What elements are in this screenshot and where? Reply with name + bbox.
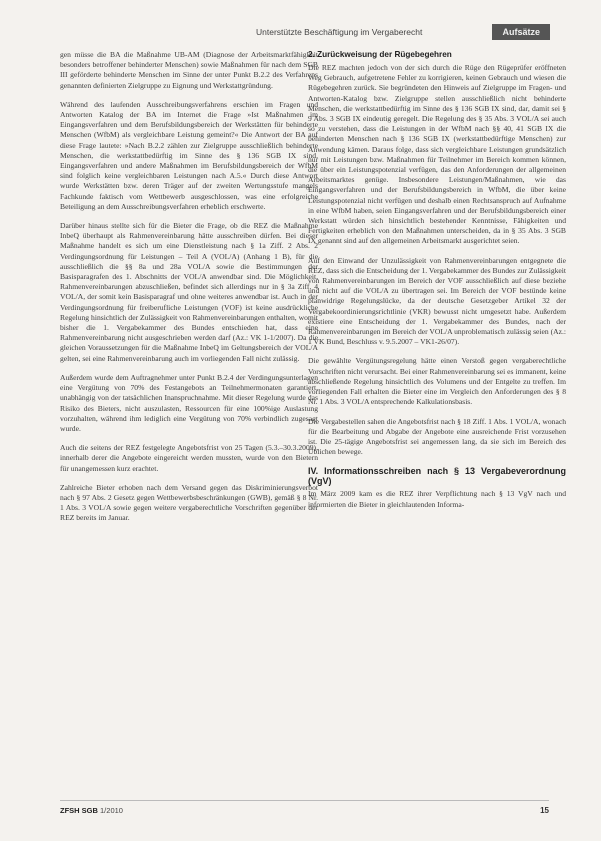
paragraph: Auch die seitens der REZ festgelegte Angebotsfrist von 25 Tagen (5.3.–30.3.2009), innerhalb derer die Angebote eingereicht werden mussten, wurde von den Bietern für unangemessen kurz erachtet. (60, 443, 318, 473)
paragraph: Darüber hinaus stellte sich für die Bieter die Frage, ob die REZ die Maßnahme InbeQ überhaupt als Rahmenvereinbarung hätte ausschreiben dürfen. Bei dieser Maßnahme handelt es sich um eine Dienstleistung nach § 1a Ziff. 2 Abs. 2 Verdingungsordnung für Leistungen – Teil A (VOL/A) (Anhang 1 B), für die ausschließlich die §§ 8a und 28a VOL/A sowie die Bestimmungen der Basisparagrafen des 1. Abschnitts der VOL/A anwendbar sind. Die Möglichkeit, Rahmenvereinbarungen abzuschließen, befindet sich allerdings nur in § 3a Ziff. 4 VOL/A, der somit kein Basisparagraf und ohne weiteres anwendbar ist. Auch in der Verdingungsordnung für freiberufliche Leistungen (VOF) ist keine ausdrückliche Regelung hinsichtlich der Zulässigkeit von Rahmenvereinbarungen enthalten, womit bisher die 1. Vergabekammer des Bundes entschieden hat, dass eine Rahmenvereinbarung nicht ausgeschrieben werden darf (Az.: VK 1-1/2007). Da die gleichen Voraussetzungen für die Maßnahme InbeQ im Geltungsbereich der VOL/A gelten, sei eine Rahmenvereinbarung auch im vorliegenden Fall nicht zulässig. (60, 221, 318, 363)
section-tag: Aufsätze (492, 24, 550, 40)
paragraph: Während des laufenden Ausschreibungsverfahrens erschien im Fragen und Antworten Katalog der BA im Internet die Frage »Ist Maßnahmen im Eingangsverfahren und dem Berufsbildungsbereich der Werkstätten für behinderte Menschen (WfbM) als vergleichbare Leistung gemeint?« Die Antwort der BA auf diese Frage lautete: »Nach B.2.2 zählen zur Zielgruppe ausschließlich behinderte Menschen, die werkstattbedürftig im Sinne des § 136 SGB IX sind. Eingangsverfahren und andere Maßnahmen im Berufsbildungsbereich der WfbM sind folglich keine vergleichbaren Leistungen nach A.5.« Durch diese Antwort wurde Werkstätten bzw. deren Träger auf der zweiten Wertungsstufe mangels Fachkunde faktisch vom Wettbewerb ausgeschlossen, was eine erfolgreiche Beteiligung an dem Ausschreibungsverfahren erheblich erschwerte. (60, 99, 318, 211)
footer-journal (60, 806, 123, 815)
paragraph: gen müsse die BA die Maßnahme UB-AM (Diagnose der Arbeitsmarktfähigkeit besonders betroffener behinderter Menschen) sowie Maßnahmen für nach dem SGB III geförderte behinderte Menschen im Sinne der unter Punkt B.2.2 des Verfahrens genannten definierten Zielgruppe zu Eignung und Werkstattgründung. (60, 50, 318, 90)
paragraph: Die Vergabestellen sahen die Angebotsfrist nach § 18 Ziff. 1 Abs. 1 VOL/A, wonach für die Bearbeitung und Abgabe der Angebote eine ausreichende Frist vorzusehen ist. Die 25-tägige Angebotsfrist sei angemessen lang, da sie sich im Bereich des Üblichen bewege. (308, 416, 566, 457)
running-title: Unterstützte Beschäftigung im Vergaberecht (256, 27, 423, 37)
page-number: 15 (540, 806, 549, 815)
paragraph: Im März 2009 kam es die REZ ihrer Verpflichtung nach § 13 VgV nach und informierten die Bieter in gleichlautenden Informa- (308, 489, 566, 509)
journal-issue: 1/2010 (100, 806, 123, 815)
paragraph: Zahlreiche Bieter erhoben nach dem Versand gegen das Diskriminierungsverbot nach § 97 Abs. 2 Gesetz gegen Wettbewerbsbeschränkungen (GWB), gemäß § 8 Nr. 1 Abs. 3 VOL/A sowie gegen weitere vergaberechtliche Vorschriften gegenüber der REZ bereits im Januar. (60, 482, 318, 523)
running-header (250, 24, 550, 40)
paragraph: Die REZ machten jedoch von der sich durch die Rüge den Rügeprüfer eröffneten Weg Gebrauch, aufgetretene Fehler zu korrigieren, keinen Gebrauch und wiesen die Rügebegehren zurück. Sie begründeten den Hinweis auf Zielgruppe im Fragen- und Antworten-Katalog bzw. Zielgruppe stellen ausschließlich nicht behinderte Menschen, die werkstattbedürftig im Sinne des § 136 SGB IX sind, dar, damit sei § 9 Abs. 3 SGB IX eindeutig geregelt. Die Regelung des § 35 Abs. 3 VOL/A sei auch so zu verstehen, dass die Leistungen in der WfbM nach §§ 40, 41 SGB IX die behinderten Menschen nach § 136 SGB IX (werkstattbedürftige Menschen) zur Anwendung kämen. Daraus folge, dass sich vergleichbare Leistungen grundsätzlich nur mit Leistungen bzw. Maßnahmen für Teilnehmer im Bereich kommen können, die über ein Leistungspotenzial verfügen, das den Anforderungen der allgemeinen Arbeitsmarktes genüge. Insbesondere Leistungen/Maßnahmen, wie das Eingangsverfahren und der Berufsbildungsbereich in WfbM, die über keine Leistungspotenzial nicht verfügen und deshalb einen Rechtsanspruch auf Aufnahme in eine WfbM haben, seien Eingangsverfahren und der Berufsbildungsbereich einer Werkstatt würden sich hinsichtlich bestehender Kenntnisse, Fähigkeiten und Fertigkeiten erheblich von den Maßnahmen unterscheiden, da in § 35 Abs. 3 SGB IX genannt sind auf den allgemeinen Arbeitsmarkt ausgerichtet seien. (308, 63, 566, 246)
paragraph: Die gewählte Vergütungsregelung hätte einen Verstoß gegen vergaberechtliche Vorschriften nicht verursacht. Bei einer Rahmenvereinbarung sei es immanent, keine abschließende Regelung hinsichtlich des Volumens und der Entgelte zu treffen. Im vorliegenden Fall erhalten die Bieter eine im Vergleich den Anforderungen des § 8 Nr. 1 Abs. 3 VOL/A entsprechende Kalkulationsbasis. (308, 356, 566, 407)
section-heading: 2. Zurückweisung der Rügebegehren (308, 50, 452, 59)
journal-name: ZFSH SGB (60, 806, 98, 815)
left-column (60, 50, 318, 533)
footer-divider (60, 800, 549, 801)
section-heading: IV. Informationsschreiben nach § 13 Vergabeverordnung (VgV) (308, 466, 566, 487)
paragraph: Auf den Einwand der Unzulässigkeit von Rahmenvereinbarungen entgegnete die REZ, dass sich die Entscheidung der 1. Vergabekammer des Bundes zur Zulässigkeit von Rahmenvereinbarungen im Bereich der VOF ausschließlich auf diese beziehe und nicht auf die VOL/A zu übertragen sei. Im Bereich der VOF bestünde keine planwidrige Regelungslücke, da der deutsche Gesetzgeber Artikel 32 der Vergabekoordinierungsrichtlinie (VKR) bewusst nicht umgesetzt habe. Außerdem existiere eine Entscheidung der 1. Vergabekammer des Bundes, nach der Rahmenvereinbarungen im Bereich der VOL/A unproblematisch zulässig seien (Az.: 1 VK Bund, Beschluss v. 9.5.2007 – VK1-26/07). (308, 255, 566, 347)
paragraph: Außerdem wurde dem Auftragnehmer unter Punkt B.2.4 der Verdingungsunterlagen eine Vergütung von 70% des Festangebots an Teilnehmermonaten garantiert, unabhängig von der tatsächlichen Inanspruchnahme. Mit dieser Regelung wurde das Risiko des Bieters, nicht auszulasten, Ressourcen für eine 100%ige Auslastung vorzuhalten, während ihm lediglich eine Vergütung von 70% verbindlich zugesagt wurde. (60, 372, 318, 433)
right-column (308, 50, 566, 519)
